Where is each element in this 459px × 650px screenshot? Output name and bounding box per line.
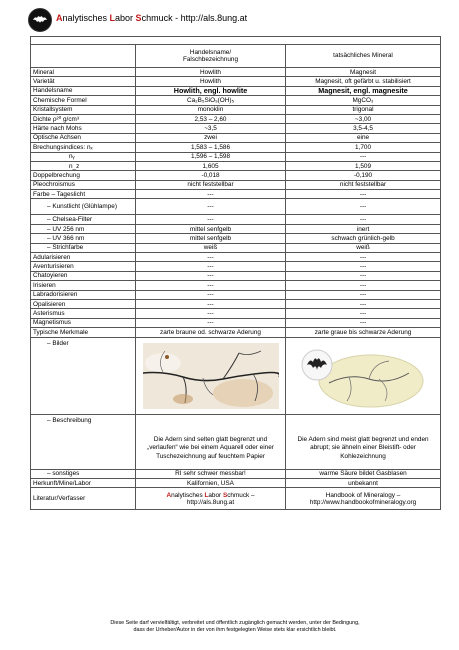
- table-cell: unbekannt: [286, 478, 441, 487]
- table-cell: monoklin: [136, 105, 286, 114]
- table-cell: [136, 414, 286, 469]
- table-row: [31, 180, 441, 189]
- table-row: [31, 299, 441, 308]
- table-cell: ---: [286, 199, 441, 215]
- row-label: – Bilder: [31, 337, 136, 414]
- row-label: Adularisieren: [31, 253, 136, 262]
- table-row: [31, 161, 441, 170]
- table-row: [31, 469, 441, 478]
- row-label: – UV 366 nm: [31, 234, 136, 243]
- table-cell: Kalifornien, USA: [136, 478, 286, 487]
- table-cell: nicht feststellbar: [136, 180, 286, 189]
- row-label: Asterismus: [31, 309, 136, 318]
- literature-als-link[interactable]: http://als.8ung.at: [186, 498, 235, 506]
- table-row: [31, 143, 441, 152]
- bat-logo-icon: [28, 8, 52, 32]
- row-label: Mineral: [31, 68, 136, 77]
- table-row: [31, 86, 441, 95]
- row-label: – UV 256 nm: [31, 224, 136, 233]
- row-label: nᵧ: [31, 152, 136, 161]
- table-cell: ---: [136, 190, 286, 199]
- col-header-actual-mineral: tatsächliches Mineral: [286, 45, 441, 68]
- table-cell: ---: [286, 281, 441, 290]
- table-cell: 2,53 – 2,60: [136, 114, 286, 123]
- table-cell: ---: [286, 215, 441, 224]
- table-row-images: [31, 337, 441, 414]
- table-cell: ---: [286, 271, 441, 280]
- row-label: – sonstiges: [31, 469, 136, 478]
- table-cell: inert: [286, 224, 441, 233]
- table-cell: trigonal: [286, 105, 441, 114]
- table-cell: eine: [286, 133, 441, 142]
- table-cell: ---: [136, 199, 286, 215]
- row-label: Magnetismus: [31, 318, 136, 327]
- table-row: [31, 77, 441, 86]
- row-label: Handelsname: [31, 86, 136, 95]
- magnesite-description: Die Adern sind meist glatt begrenzt und enden abrupt; sie ähneln einer Bleistift- oder Kohlezeichnung: [297, 435, 429, 460]
- row-label: – Kunstlicht (Glühlampe): [31, 199, 136, 215]
- table-row: [31, 478, 441, 487]
- table-cell: mittel senfgelb: [136, 234, 286, 243]
- table-cell: ---: [136, 299, 286, 308]
- table-cell: weiß: [136, 243, 286, 252]
- table-header-row: [31, 45, 441, 68]
- table-row: [31, 199, 441, 215]
- table-row: [31, 253, 441, 262]
- table-row: [31, 224, 441, 233]
- howlite-photo: [143, 343, 279, 409]
- col-header-trade-name: Handelsname/ Falschbezeichnung: [136, 45, 286, 68]
- row-label: Aventurisieren: [31, 262, 136, 271]
- row-label: Varietät: [31, 77, 136, 86]
- header-url: - http://als.8ung.at: [172, 13, 248, 23]
- table-cell: ---: [286, 309, 441, 318]
- row-label: Chatoyieren: [31, 271, 136, 280]
- table-cell: ---: [136, 318, 286, 327]
- table-row: [31, 133, 441, 142]
- table-cell: ---: [286, 262, 441, 271]
- table-cell: weiß: [286, 243, 441, 252]
- row-label: Chemische Formel: [31, 96, 136, 105]
- table-cell: zarte braune od. schwarze Aderung: [136, 328, 286, 337]
- row-label: – Beschreibung: [31, 414, 136, 469]
- row-label: Härte nach Mohs: [31, 124, 136, 133]
- table-cell: 3,5-4,5: [286, 124, 441, 133]
- table-row: [31, 190, 441, 199]
- table-row: [31, 152, 441, 161]
- table-cell: ---: [136, 271, 286, 280]
- literature-als: Analytisches Labor Schmuck –: [166, 491, 255, 499]
- table-row: [31, 290, 441, 299]
- row-label: Farbe – Tageslicht: [31, 190, 136, 199]
- table-cell: [286, 337, 441, 414]
- table-cell: mittel senfgelb: [136, 224, 286, 233]
- row-label: Optische Achsen: [31, 133, 136, 142]
- table-cell: Howlith: [136, 68, 286, 77]
- row-label: n_z: [31, 161, 136, 170]
- table-cell: nicht feststellbar: [286, 180, 441, 189]
- table-cell: -0,018: [136, 171, 286, 180]
- row-label: Brechungsindices: nₓ: [31, 143, 136, 152]
- table-cell: ---: [286, 152, 441, 161]
- table-cell: ---: [136, 253, 286, 262]
- table-cell: 1,583 – 1,586: [136, 143, 286, 152]
- table-cell: [136, 337, 286, 414]
- table-row: [31, 328, 441, 337]
- table-row-description: [31, 414, 441, 469]
- table-cell: zarte graue bis schwarze Aderung: [286, 328, 441, 337]
- table-cell: [136, 488, 286, 510]
- table-row-literature: [31, 488, 441, 510]
- table-row: [31, 37, 441, 45]
- table-row: [31, 124, 441, 133]
- table-cell: 1,700: [286, 143, 441, 152]
- table-cell: ---: [286, 190, 441, 199]
- table-row: [31, 114, 441, 123]
- row-label: Herkunft/Mine/Labor: [31, 478, 136, 487]
- row-label: Pleochroismus: [31, 180, 136, 189]
- table-cell: MgCO₃: [286, 96, 441, 105]
- table-cell: RI sehr schwer messbar!: [136, 469, 286, 478]
- row-label: Doppelbrechung: [31, 171, 136, 180]
- row-label: Literatur/Verfasser: [31, 488, 136, 510]
- table-cell: warme Säure bildet Gasblasen: [286, 469, 441, 478]
- table-cell: ---: [286, 253, 441, 262]
- page-header: [28, 8, 438, 36]
- table-cell: [286, 414, 441, 469]
- header-title: Analytisches Labor Schmuck - http://als.8ung.at: [56, 13, 248, 23]
- table-cell: Magnesit, engl. magnesite: [286, 86, 441, 95]
- table-cell: ---: [136, 309, 286, 318]
- row-label: Kristallsystem: [31, 105, 136, 114]
- table-row: [31, 234, 441, 243]
- table-row: [31, 96, 441, 105]
- footer-line-1: Diese Seite darf vervielfältigt, verbreitet und öffentlich zugänglich gemacht werden, unter der Bedingung,: [110, 620, 360, 626]
- howlite-description: Die Adern sind selten glatt begrenzt und „verlaufen“ wie bei einem Aquarell oder einer Tuschezeichnung auf feuchtem Papier: [147, 435, 274, 460]
- row-label: – Chelsea-Filter: [31, 215, 136, 224]
- row-label: [31, 45, 136, 68]
- table-row: [31, 281, 441, 290]
- table-row: [31, 243, 441, 252]
- table-row: [31, 171, 441, 180]
- table-cell: 1,596 – 1,598: [136, 152, 286, 161]
- table-cell: Howlith, engl. howlite: [136, 86, 286, 95]
- row-label: Dichte ρ²⁰ g/cm³: [31, 114, 136, 123]
- row-label: Opalisieren: [31, 299, 136, 308]
- table-row: [31, 215, 441, 224]
- table-cell: ---: [286, 318, 441, 327]
- row-label: – Strichfarbe: [31, 243, 136, 252]
- table-cell: ---: [136, 215, 286, 224]
- table-cell: zwei: [136, 133, 286, 142]
- table-row: [31, 271, 441, 280]
- table-row: [31, 68, 441, 77]
- table-cell: ---: [286, 299, 441, 308]
- mineral-comparison-table: [30, 36, 441, 510]
- table-cell: schwach grünlich-gelb: [286, 234, 441, 243]
- table-cell: 1,605: [136, 161, 286, 170]
- table-cell: ~3,00: [286, 114, 441, 123]
- table-cell: Magnesit: [286, 68, 441, 77]
- table-cell: Ca₂B₅SiO₉(OH)₅: [136, 96, 286, 105]
- table-cell: 1,509: [286, 161, 441, 170]
- table-row: [31, 105, 441, 114]
- table-row: [31, 262, 441, 271]
- magnesite-photo: [299, 343, 427, 409]
- literature-handbook: Handbook of Mineralogy –: [325, 491, 401, 499]
- row-label: [31, 37, 441, 45]
- table-cell: Howlith: [136, 77, 286, 86]
- literature-handbook-link[interactable]: http://www.handbookofmineralogy.org: [309, 498, 417, 506]
- table-cell: Magnesit, oft gefärbt u. stabilisiert: [286, 77, 441, 86]
- row-label: Typische Merkmale: [31, 328, 136, 337]
- table-cell: ~3,5: [136, 124, 286, 133]
- table-cell: ---: [136, 281, 286, 290]
- table-row: [31, 318, 441, 327]
- table-row: [31, 309, 441, 318]
- table-cell: -0,190: [286, 171, 441, 180]
- table-cell: ---: [286, 290, 441, 299]
- table-cell: ---: [136, 262, 286, 271]
- footer-line-2: dass der Urheber/Autor in der von ihm festgelegten Weise stets klar ersichtlich bleibt.: [133, 627, 337, 634]
- table-cell: [286, 488, 441, 510]
- table-cell: ---: [136, 290, 286, 299]
- row-label: Labradorisieren: [31, 290, 136, 299]
- page-footer: [30, 620, 440, 635]
- row-label: Irisieren: [31, 281, 136, 290]
